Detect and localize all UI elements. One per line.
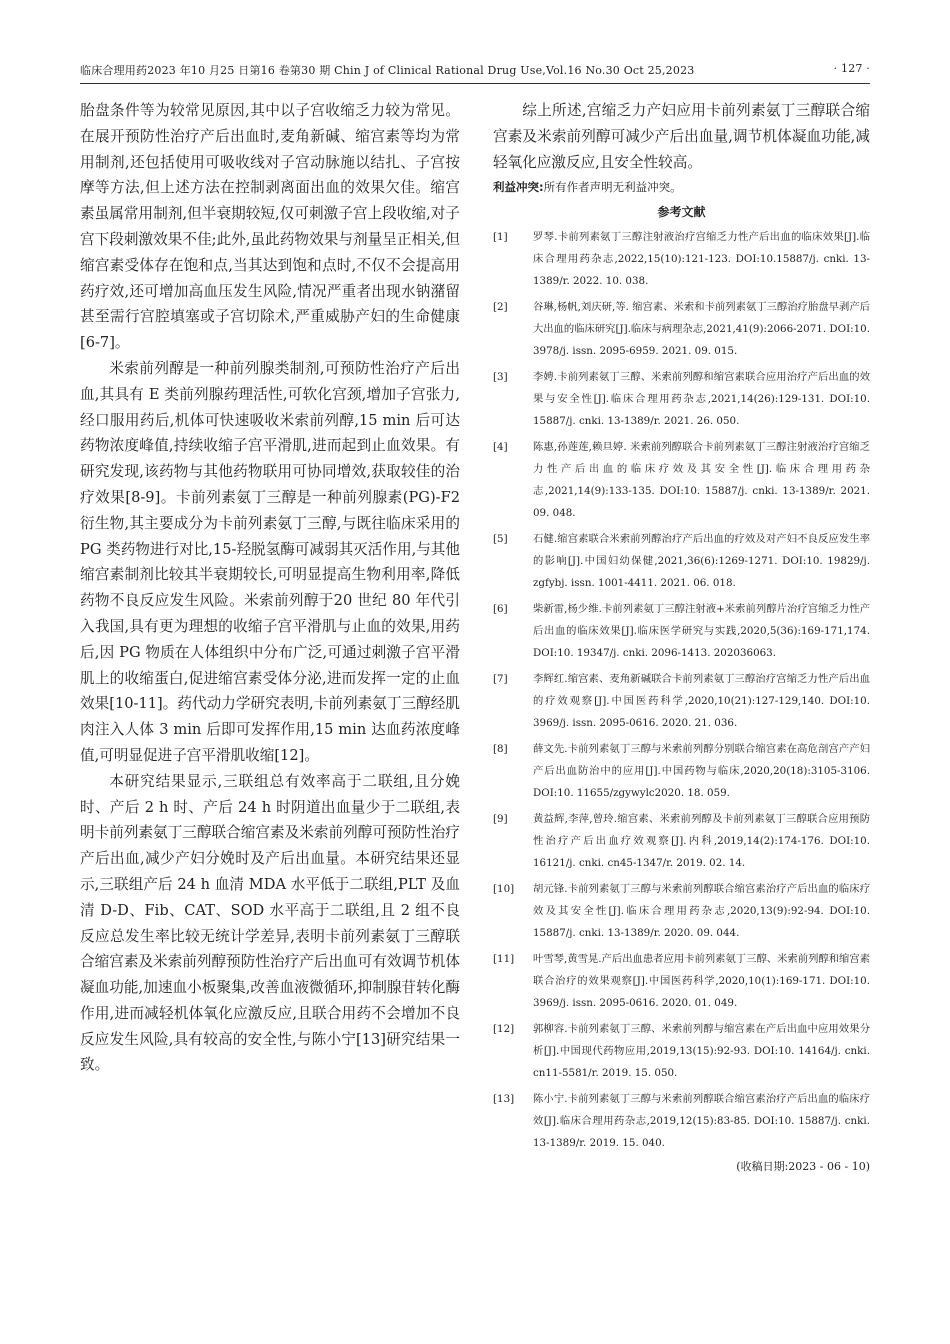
reference-number: [10] <box>493 883 515 896</box>
right-column <box>493 98 870 1174</box>
reference-text: 陈小宁.卡前列素氨丁三醇与米索前列醇联合缩宫素治疗产后出血的临床疗效[J].临床合理用药杂志,2019,12(15):83-85. DOI:10. 15887/j. cnki. 13-1389/r. 2019. 15. 040. <box>533 1093 870 1150</box>
reference-number: [2] <box>493 301 508 314</box>
reference-text: 谷琳,杨帆,刘庆研,等. 缩宫素、米索和卡前列素氨丁三醇治疗胎盘早剥产后大出血的临床研究[J].临床与病理杂志,2021,41(9):2066-2071. DOI:10. 3978/j. issn. 2095-6959. 2021. 09. 015. <box>533 301 870 358</box>
reference-text: 胡元锋.卡前列素氨丁三醇与米索前列醇联合缩宫素治疗产后出血的临床疗效及其安全性[J].临床合理用药杂志,2020,13(9):92-94. DOI:10. 15887/j. cnki. 13-1389/r. 2020. 09. 044. <box>533 883 870 940</box>
conflict-statement <box>493 177 870 197</box>
reference-number: [5] <box>493 533 508 546</box>
reference-text: 柴新雷,杨少维.卡前列素氨丁三醇注射液+米索前列醇片治疗宫缩乏力性产后出血的临床效果[J].临床医学研究与实践,2020,5(36):169-171,174. DOI:10. 19347/j. cnki. 2096-1413. 202036063. <box>533 603 870 660</box>
reference-item <box>493 226 870 292</box>
reference-number: [8] <box>493 743 508 756</box>
page-number: · 127 · <box>833 62 870 75</box>
reference-item <box>493 528 870 594</box>
reference-item <box>493 296 870 362</box>
body-paragraph: 胎盘条件等为较常见原因,其中以子宫收缩乏力较为常见。在展开预防性治疗产后出血时,麦角新碱、缩宫素等均为常用制剂,还包括使用可吸收线对子宫动脉施以结扎、子宫按摩等方法,但上述方法在控制剥离面出血的效果欠佳。缩宫素虽属常用制剂,但半衰期较短,仅可刺激子宫上段收缩,对子宫下段刺激效果不佳;此外,虽此药物效果与剂量呈正相关,但缩宫素受体存在饱和点,当其达到饱和点时,不仅不会提高用药疗效,还可增加高血压发生风险,情况严重者出现水钠潴留甚至需行宫腔填塞或子宫切除术,严重威胁产妇的生命健康[6-7]。 <box>80 102 460 352</box>
references-title: 参考文献 <box>657 205 706 220</box>
reference-text: 黄益辉,李萍,曾玲.缩宫素、米索前列醇及卡前列素氨丁三醇联合应用预防性治疗产后出血疗效观察[J].内科,2019,14(2):174-176. DOI:10. 16121/j. cnki. cn45-1347/r. 2019. 02. 14. <box>533 813 870 870</box>
reference-text: 陈惠,孙莲莲,赖旦婷. 米索前列醇联合卡前列素氨丁三醇注射液治疗宫缩乏力性产后出血的临床疗效及其安全性[J].临床合理用药杂志,2021,14(9):133-135. DOI:10. 15887/j. cnki. 13-1389/r. 2021. 09. 048. <box>533 441 870 520</box>
reference-item <box>493 366 870 432</box>
reference-number: [1] <box>493 231 508 244</box>
reference-item <box>493 948 870 1014</box>
reference-item <box>493 878 870 944</box>
reference-number: [11] <box>493 953 515 966</box>
left-column <box>80 98 460 1078</box>
reference-item <box>493 1088 870 1154</box>
reference-text: 薛文先.卡前列素氨丁三醇与米索前列醇分别联合缩宫素在高危剖宫产产妇产后出血防治中的应用[J].中国药物与临床,2020,20(18):3105-3106. DOI:10. 11655/zgywylc2020. 18. 059. <box>533 743 870 800</box>
reference-item <box>493 598 870 664</box>
conflict-label: 利益冲突: <box>493 180 544 195</box>
reference-number: [4] <box>493 441 508 454</box>
conclusion-paragraph: 综上所述,宫缩乏力产妇应用卡前列素氨丁三醇联合缩宫素及米索前列醇可减少产后出血量,调节机体凝血功能,减轻氧化应激反应,且安全性较高。 <box>493 102 870 171</box>
reference-item <box>493 668 870 734</box>
reference-item <box>493 808 870 874</box>
body-paragraph: 米索前列醇是一种前列腺类制剂,可预防性治疗产后出血,其具有 E 类前列腺药理活性,可软化宫颈,增加子宫张力,经口服用药后,机体可快速吸收米索前列醇,15 min 后可达药物浓度峰值,持续收缩子宫平滑肌,进而起到止血效果。有研究发现,该药物与其他药物联用可协同增效,获取较佳的治疗效果[8-9]。卡前列素氨丁三醇是一种前列腺素(PG)-F2 衍生物,其主要成分为卡前列素氨丁三醇,与既往临床采用的PG 类药物进行对比,15-羟脱氢酶可减弱其灭活作用,与其他缩宫素制剂比较其半衰期较长,可明显提高生物利用率,降低药物不良反应发生风险。米索前列醇于20 世纪 80 年代引入我国,具有更为理想的收缩子宫平滑肌与止血的效果,用药后,因 PG 物质在人体组织中分布广泛,可通过刺激子宫平滑肌上的收缩蛋白,促进缩宫素受体分泌,进而发挥一定的止血效果[10-11]。药代动力学研究表明,卡前列素氨丁三醇经肌肉注入人体 3 min 后即可发挥作用,15 min 达血药浓度峰值,可明显促进子宫平滑肌收缩[12]。 <box>80 359 460 764</box>
running-title: 临床合理用药2023 年10 月25 日第16 卷第30 期 Chin J of Clinical Rational Drug Use,Vol.16 No.30 Oct 25,2023 <box>80 64 695 77</box>
reference-text: 李辉红.缩宫素、麦角新碱联合卡前列素氨丁三醇治疗宫缩乏力性产后出血的疗效观察[J].中国医药科学,2020,10(21):127-129,140. DOI:10. 3969/j. issn. 2095-0616. 2020. 21. 036. <box>533 673 870 730</box>
received-date: (收稿日期:2023 - 06 - 10) <box>736 1160 870 1174</box>
running-header <box>80 62 870 78</box>
reference-text: 李娉.卡前列素氨丁三醇、米索前列醇和缩宫素联合应用治疗产后出血的效果与安全性[J].临床合理用药杂志,2021,14(26):129-131. DOI:10. 15887/j. cnki. 13-1389/r. 2021. 26. 050. <box>533 371 870 428</box>
reference-number: [6] <box>493 603 508 616</box>
reference-list <box>493 226 870 1154</box>
reference-number: [3] <box>493 371 508 384</box>
reference-item <box>493 1018 870 1084</box>
reference-number: [9] <box>493 813 508 826</box>
reference-number: [12] <box>493 1023 515 1036</box>
reference-item <box>493 738 870 804</box>
reference-text: 叶雪琴,黄雪晃.产后出血患者应用卡前列素氨丁三醇、米索前列醇和缩宫素联合治疗的效果观察[J].中国医药科学,2020,10(1):169-171. DOI:10. 3969/j. issn. 2095-0616. 2020. 01. 049. <box>533 953 870 1010</box>
conflict-text: 所有作者声明无利益冲突。 <box>543 180 682 195</box>
reference-item <box>493 436 870 524</box>
header-rule <box>80 83 870 84</box>
reference-text: 罗琴.卡前列素氨丁三醇注射液治疗宫缩乏力性产后出血的临床效果[J].临床合理用药杂志,2022,15(10):121-123. DOI:10.15887/j. cnki. 13-1389/r. 2022. 10. 038. <box>533 231 870 288</box>
reference-number: [13] <box>493 1093 515 1106</box>
reference-text: 石健.缩宫素联合米索前列醇治疗产后出血的疗效及对产妇不良反应发生率的影响[J].中国妇幼保健,2021,36(6):1269-1271. DOI:10. 19829/j. zgfybj. issn. 1001-4411. 2021. 06. 018. <box>533 533 870 590</box>
reference-number: [7] <box>493 673 508 686</box>
body-paragraph: 本研究结果显示,三联组总有效率高于二联组,且分娩时、产后 2 h 时、产后 24 h 时阴道出血量少于二联组,表明卡前列素氨丁三醇联合缩宫素及米索前列醇可预防性治疗产后出血,减少产妇分娩时及产后出血量。本研究结果还显示,三联组产后 24 h 血清 MDA 水平低于二联组,PLT 及血清 D-D、Fib、CAT、SOD 水平高于二联组,且 2 组不良反应总发生率比较无统计学差异,表明卡前列素氨丁三醇联合缩宫素及米索前列醇预防性治疗产后出血可有效调节机体凝血功能,加速血小板聚集,改善血液微循环,抑制腺苷转化酶作用,进而减轻机体氧化应激反应,且联合用药不会增加不良反应发生风险,具有较高的安全性,与陈小宁[13]研究结果一致。 <box>80 772 460 1074</box>
reference-text: 郭柳容.卡前列素氨丁三醇、米索前列醇与缩宫素在产后出血中应用效果分析[J].中国现代药物应用,2019,13(15):92-93. DOI:10. 14164/j. cnki. cn11-5581/r. 2019. 15. 050. <box>533 1023 870 1080</box>
